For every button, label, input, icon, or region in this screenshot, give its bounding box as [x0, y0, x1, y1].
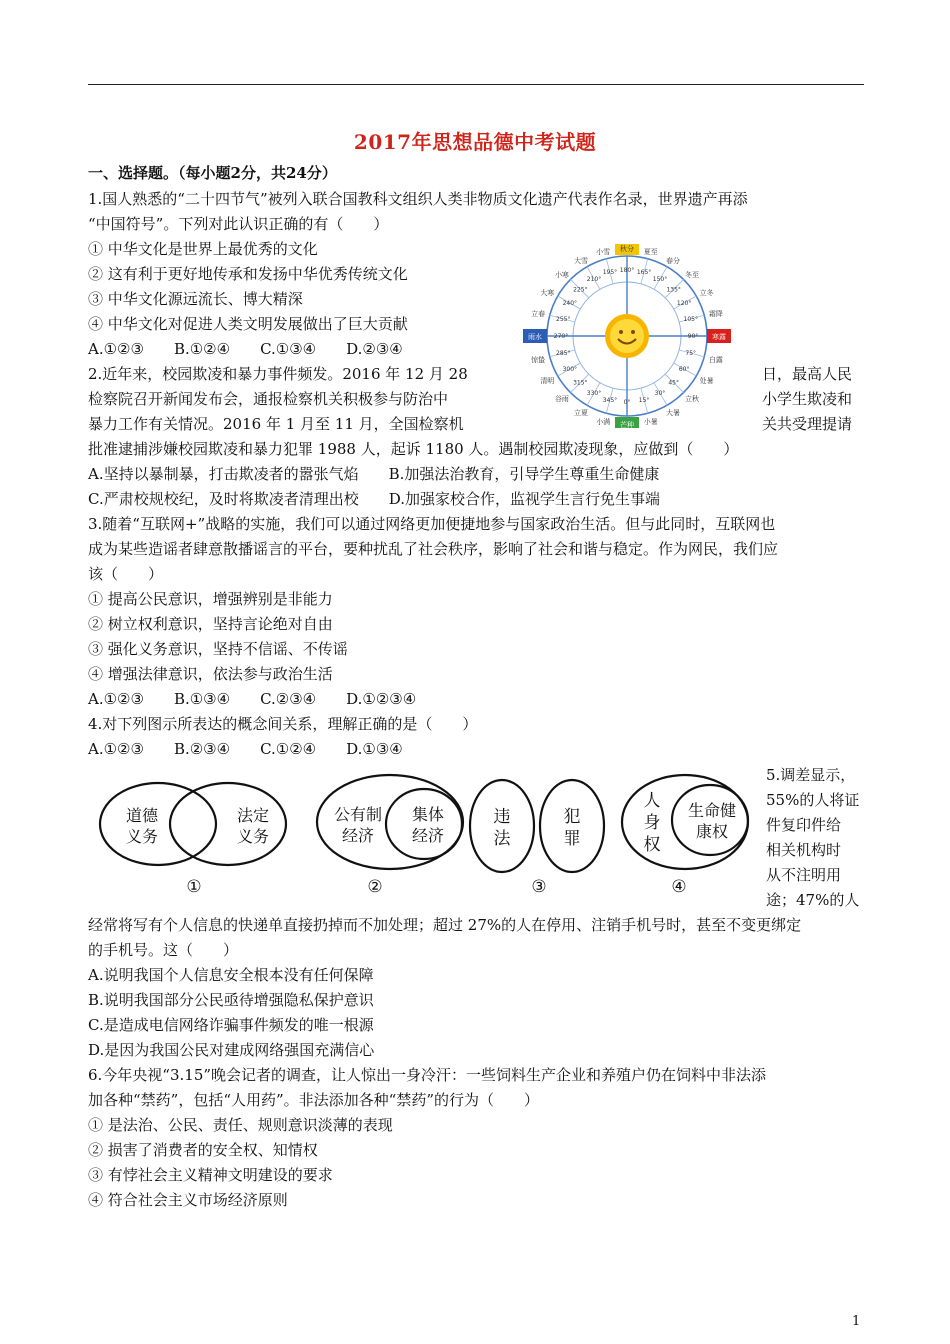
d3-right-line1: 犯 — [563, 807, 581, 827]
q5-line-8: 的手机号。这（ ） — [88, 941, 239, 959]
solar-degree-label: 150° — [652, 275, 668, 283]
q5-choice-b: B.说明我国部分公民亟待增强隐私保护意识 — [88, 991, 374, 1009]
solar-degree-label: 345° — [602, 396, 618, 404]
q1-option-2: ② 这有利于更好地传承和发扬中华优秀传统文化 — [88, 265, 408, 283]
d4-inner-line2: 康权 — [695, 822, 729, 841]
q5-choice-d: D.是因为我国公民对建成网络强国充满信心 — [88, 1041, 375, 1059]
solar-term-label: 寒露 — [712, 333, 726, 341]
q6-option-1: ① 是法治、公民、责任、规则意识淡薄的表现 — [88, 1116, 393, 1134]
q2-line4: 批准逮捕涉嫌校园欺凌和暴力犯罪 1988 人，起诉 1180 人。遇制校园欺凌现象，应做到（ ） — [88, 440, 739, 458]
solar-degree-label: 120° — [676, 300, 692, 307]
header-rule — [88, 84, 864, 85]
solar-term-label: 春分 — [666, 256, 680, 265]
d2-number: ② — [367, 877, 383, 897]
q3-stem-line2: 成为某些造谣者肆意散播谣言的平台，要种扰乱了社会秩序，影响了社会和谐与稳定。作为网民，我们应 — [88, 540, 779, 558]
solar-term-label: 小满 — [596, 418, 611, 427]
solar-term-label: 清明 — [540, 377, 555, 385]
diagram-4 — [622, 775, 748, 897]
diagram-2 — [317, 775, 463, 897]
q3-choices: A.①②③ B.①③④ C.②③④ D.①②③④ — [88, 690, 417, 708]
solar-term-label: 秋分 — [620, 245, 634, 253]
solar-degree-label: 135° — [666, 286, 681, 294]
q5-choice-c: C.是造成电信网络诈骗事件频发的唯一根源 — [88, 1016, 374, 1034]
solar-degree-label: 195° — [602, 269, 618, 277]
solar-term-label: 霜降 — [708, 310, 723, 319]
q1-option-1: ① 中华文化是世界上最优秀的文化 — [88, 240, 318, 258]
solar-terms-figure — [506, 244, 760, 428]
q1-stem-line1: 1.国人熟悉的“二十四节气”被列入联合国教科文组织人类非物质文化遗产代表作名录，世界遗产再添 — [88, 190, 748, 208]
solar-degree-label: 90° — [687, 333, 699, 340]
q4-stem: 4.对下列图示所表达的概念间关系，理解正确的是（ ） — [88, 715, 478, 733]
q5-choice-a: A.说明我国个人信息安全根本没有任何保障 — [88, 966, 374, 984]
solar-degree-label: 45° — [668, 379, 679, 387]
q1-option-4: ④ 中华文化对促进人类文明发展做出了巨大贡献 — [88, 315, 408, 333]
solar-term-label: 惊蛰 — [531, 355, 546, 364]
q2-choices-ab: A.坚持以暴制暴，打击欺凌者的嚣张气焰 B.加强法治教育，引导学生尊重生命健康 — [88, 465, 660, 483]
solar-degree-label: 315° — [573, 379, 588, 387]
solar-term-label: 立冬 — [699, 289, 714, 297]
solar-degree-label: 165° — [636, 269, 652, 277]
solar-degree-label: 180° — [619, 267, 635, 274]
d4-outer-line1: 人 — [643, 791, 661, 811]
page-title: 2017年思想品德中考试题 — [353, 130, 597, 154]
solar-term-label: 处暑 — [699, 377, 714, 385]
solar-degree-label: 285° — [556, 350, 571, 358]
q2-line3-left: 暴力工作有关情况。2016 年 1 月至 11 月，全国检察机 — [88, 415, 464, 433]
q1-option-3: ③ 中华文化源远流长、博大精深 — [88, 290, 303, 308]
solar-degree-label: 225° — [573, 286, 588, 294]
solar-term-label: 小寒 — [554, 270, 569, 279]
solar-degree-label: 300° — [562, 366, 578, 373]
q6-option-4: ④ 符合社会主义市场经济原则 — [88, 1191, 288, 1209]
solar-term-label: 夏至 — [643, 247, 658, 256]
d1-left-line2: 义务 — [125, 827, 159, 846]
sun-icon — [605, 314, 649, 358]
solar-degree-label: 15° — [638, 396, 650, 404]
concept-diagrams — [90, 770, 760, 902]
solar-degree-label: 105° — [683, 315, 698, 323]
q3-option-2: ② 树立权利意识，坚持言论绝对自由 — [88, 615, 333, 633]
d2-outer-line1: 公有制 — [333, 805, 383, 824]
solar-degree-label: 240° — [562, 300, 578, 307]
solar-term-label: 冬至 — [685, 270, 700, 279]
q1-stem-line2: “中国符号”。下列对此认识正确的有（ ） — [88, 215, 389, 233]
q2-choices-cd: C.严肃校规校纪，及时将欺凌者清理出校 D.加强家校合作，监视学生言行免生事端 — [88, 490, 660, 508]
q2-line1-left: 2.近年来，校园欺凌和暴力事件频发。2016 年 12 月 28 — [88, 365, 468, 383]
q3-option-4: ④ 增强法律意识，依法参与政治生活 — [88, 665, 333, 683]
d4-outer-line2: 身 — [643, 813, 661, 833]
d3-left-line1: 违 — [493, 807, 511, 827]
d3-number: ③ — [531, 877, 547, 897]
q1-choices: A.①②③ B.①②④ C.①③④ D.②③④ — [88, 340, 403, 358]
solar-degree-label: 0° — [623, 399, 631, 406]
solar-term-label: 小雪 — [596, 247, 611, 256]
solar-degree-label: 210° — [586, 275, 602, 283]
solar-term-label: 白露 — [708, 355, 723, 364]
q6-stem-line1: 6.今年央视“3.15”晚会记者的调查，让人惊出一身冷汗：一些饲料生产企业和养殖户仍在饲料中非法添 — [88, 1066, 767, 1084]
q6-option-2: ② 损害了消费者的安全权、知情权 — [88, 1141, 318, 1159]
d3-right-line2: 罪 — [563, 829, 581, 849]
solar-degree-label: 60° — [678, 366, 690, 373]
q3-option-3: ③ 强化义务意识，坚持不信谣、不传谣 — [88, 640, 348, 658]
q5-line-7: 经常将写有个人信息的快递单直接扔掉而不加处理；超过 27%的人在停用、注销手机号时，甚至不变更绑定 — [88, 916, 802, 934]
solar-term-label: 大雪 — [574, 256, 588, 265]
d1-left-line1: 道德 — [125, 806, 159, 825]
q5-side-2: 55%的人将证 — [766, 791, 860, 809]
q2-line3-right: 关共受理提请 — [762, 415, 853, 433]
d3-left-line2: 法 — [493, 829, 511, 849]
q3-stem-line1: 3.随着“互联网+”战略的实施，我们可以通过网络更加便捷地参与国家政治生活。但与此同时，互联网也 — [88, 515, 776, 533]
d4-outer-line3: 权 — [643, 835, 661, 855]
solar-degree-label: 330° — [586, 390, 602, 398]
page-number: 1 — [852, 1314, 861, 1329]
q2-line2-right: 小学生欺凌和 — [762, 390, 853, 408]
solar-term-label: 立夏 — [574, 409, 588, 418]
solar-term-label: 大暑 — [666, 409, 680, 418]
solar-degree-label: 75° — [685, 350, 697, 358]
d1-number: ① — [186, 877, 202, 897]
d1-right-line1: 法定 — [236, 806, 270, 825]
d1-right-line2: 义务 — [236, 827, 270, 846]
q3-stem-line3: 该（ ） — [88, 565, 164, 583]
section-heading: 一、选择题。（每小题2分，共24分） — [88, 164, 337, 182]
diagram-3 — [470, 780, 604, 897]
d2-outer-line2: 经济 — [341, 826, 375, 845]
solar-term-label: 立秋 — [685, 395, 700, 404]
solar-degree-label: 30° — [654, 390, 666, 398]
d4-inner-line1: 生命健 — [687, 801, 737, 820]
q6-option-3: ③ 有悖社会主义精神文明建设的要求 — [88, 1166, 333, 1184]
solar-term-label: 雨水 — [528, 333, 542, 341]
q4-choices: A.①②③ B.②③④ C.①②④ D.①③④ — [88, 740, 403, 758]
solar-term-label: 立春 — [531, 310, 546, 319]
d2-inner-line2: 经济 — [411, 826, 445, 845]
solar-degree-label: 270° — [553, 333, 569, 340]
q5-side-5: 从不注明用 — [766, 866, 842, 884]
solar-degree-label: 255° — [556, 315, 571, 323]
q3-option-1: ① 提高公民意识，增强辨别是非能力 — [88, 590, 333, 608]
q6-stem-line2: 加各种“禁药”，包括“人用药”。非法添加各种“禁药”的行为（ ） — [88, 1091, 540, 1109]
solar-term-label: 谷雨 — [554, 395, 569, 404]
q5-side-6: 途；47%的人 — [766, 891, 860, 909]
q2-line2-left: 检察院召开新闻发布会，通报检察机关积极参与防治中 — [88, 390, 449, 408]
q2-line1-right: 日，最高人民 — [762, 365, 853, 383]
d4-number: ④ — [671, 877, 687, 897]
solar-term-label: 大寒 — [540, 289, 555, 297]
d2-inner-line1: 集体 — [411, 805, 445, 824]
q5-side-3: 件复印件给 — [766, 816, 842, 834]
q5-side-1: 5.调差显示， — [766, 766, 856, 784]
solar-term-label: 小暑 — [643, 418, 658, 427]
q5-side-4: 相关机构时 — [766, 841, 842, 859]
diagram-1 — [100, 783, 286, 897]
solar-term-label: 芒种 — [620, 421, 634, 428]
